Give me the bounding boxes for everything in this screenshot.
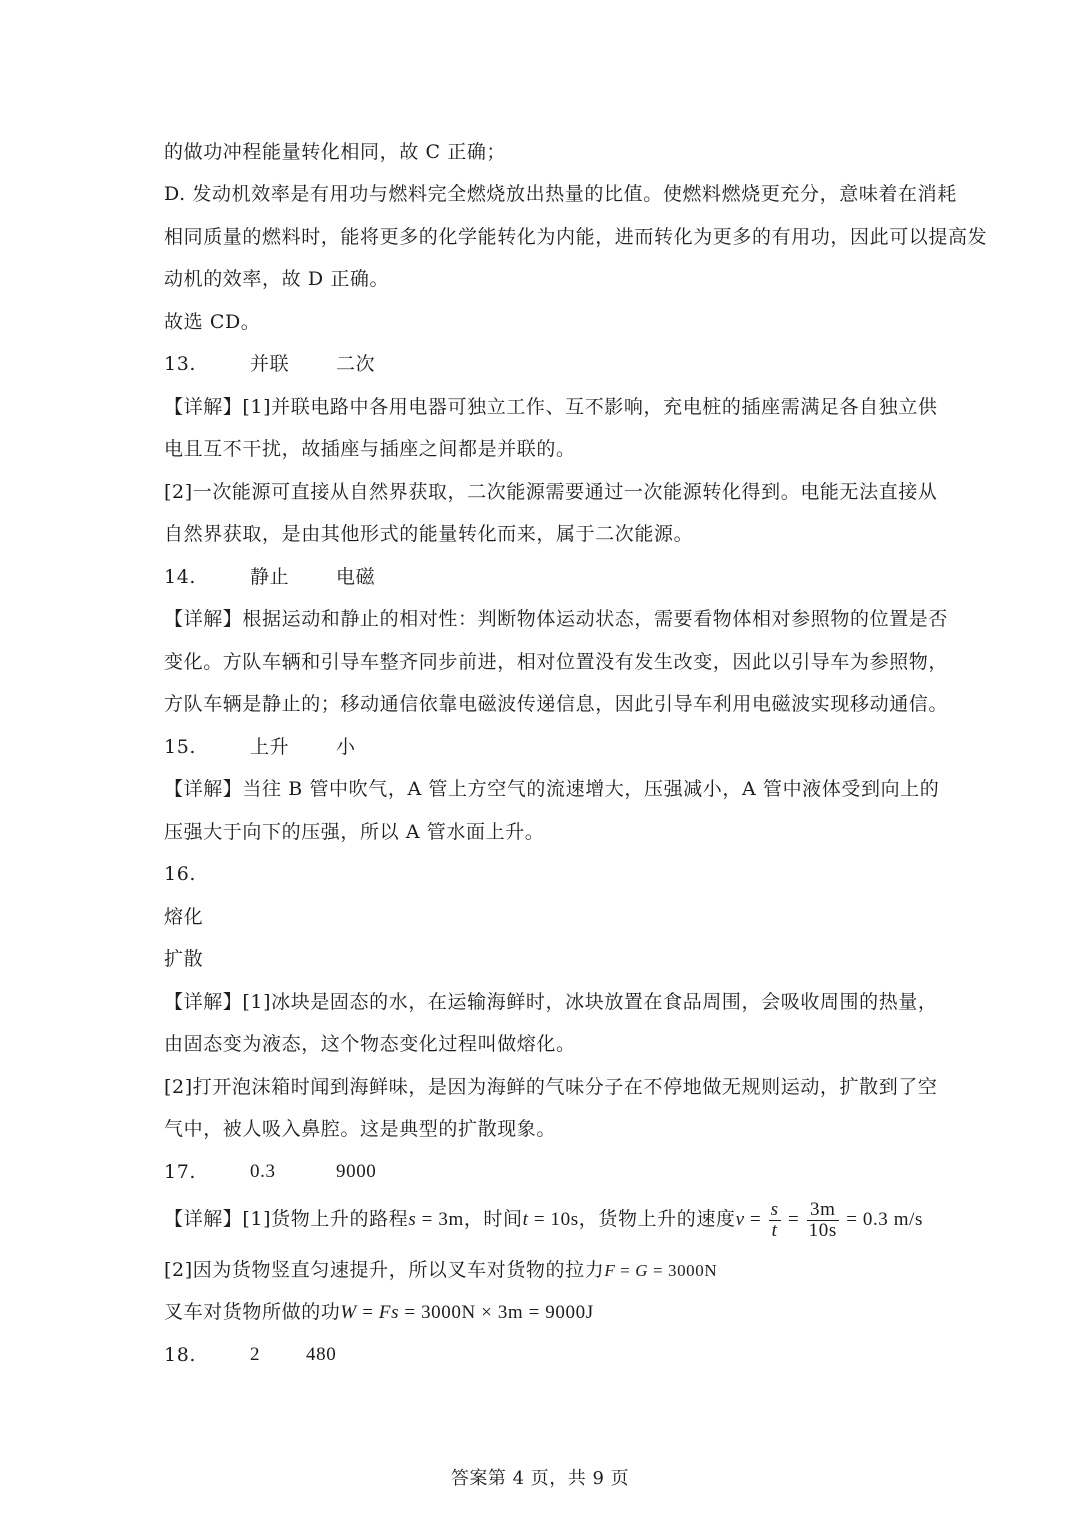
explanation-line: 【详解】当往 B 管中吹气，A 管上方空气的流速增大，压强减小，A 管中液体受到向上的 [164, 778, 940, 800]
time-value: = 10s [528, 1209, 579, 1230]
text-line: [2]打开泡沫箱时闻到海鲜味，是因为海鲜的气味分子在不停地做无规则运动，扩散到了空 [164, 1076, 938, 1098]
answer-blank-2: 扩散 [164, 948, 204, 970]
text-line: 相同质量的燃料时，能将更多的化学能转化为内能，进而转化为更多的有用功，因此可以提高发 [164, 226, 988, 248]
fraction-denominator: t [771, 1220, 778, 1242]
fraction-numerator: s [770, 1199, 779, 1221]
text-fragment: 叉车对货物所做的功 [164, 1301, 341, 1323]
question-number-16: 16. [164, 863, 197, 885]
text-line: [2]一次能源可直接从自然界获取，二次能源需要通过一次能源转化得到。电能无法直接从 [164, 481, 938, 503]
answer-blank-1: 静止 [250, 566, 290, 588]
answer-blank-1: 并联 [250, 353, 290, 375]
fraction-numerator: 3m [807, 1200, 839, 1221]
equals: = [782, 1209, 805, 1230]
q17-explanation-2 [164, 1257, 717, 1284]
answer-blank-2: 480 [306, 1344, 337, 1365]
equals: = [744, 1209, 767, 1230]
var-F: F [604, 1261, 616, 1280]
speed-result: = 0.3 m/s [840, 1209, 924, 1230]
text-line: 压强大于向下的压强，所以 A 管水面上升。 [164, 821, 545, 843]
equals: = [615, 1261, 636, 1280]
text-line: 自然界获取，是由其他形式的能量转化而来，属于二次能源。 [164, 523, 694, 545]
question-number: 14. [164, 566, 197, 588]
text-line: 方队车辆是静止的；移动通信依靠电磁波传递信息，因此引导车利用电磁波实现移动通信。 [164, 693, 949, 715]
var-Fs: Fs [378, 1302, 400, 1323]
text-line: 电且互不干扰，故插座与插座之间都是并联的。 [164, 438, 576, 460]
text-line: 变化。方队车辆和引导车整齐同步前进，相对位置没有发生改变，因此以引导车为参照物， [164, 651, 949, 673]
fraction-s-over-t [769, 1200, 781, 1241]
question-number: 15. [164, 736, 197, 758]
q17-explanation-1 [164, 1198, 923, 1241]
text-fragment: ，货物上升的速度 [578, 1208, 736, 1230]
answer-blank-2: 9000 [336, 1161, 377, 1182]
equals: = [356, 1302, 379, 1323]
question-number: 13. [164, 353, 197, 375]
text-line: 气中，被人吸入鼻腔。这是典型的扩散现象。 [164, 1118, 557, 1140]
page-footer: 答案第 4 页，共 9 页 [450, 1468, 630, 1489]
fraction-denominator: 10s [808, 1220, 837, 1242]
question-number: 17. [164, 1161, 197, 1183]
var-G: G [635, 1261, 649, 1280]
answer-blank-1: 2 [250, 1344, 261, 1365]
var-s: s [408, 1209, 417, 1230]
distance-value: = 3m [416, 1209, 464, 1230]
option-d-text: D. 发动机效率是有用功与燃料完全燃烧放出热量的比值。使燃料燃烧更充分，意味着在消耗 [164, 183, 957, 205]
work-value: = 3000N × 3m = 9000J [399, 1302, 594, 1323]
answer-blank-1: 熔化 [164, 906, 204, 928]
force-value: = 3000N [648, 1261, 718, 1280]
explanation-line: 【详解】根据运动和静止的相对性：判断物体运动状态，需要看物体相对参照物的位置是否 [164, 608, 949, 630]
text-line: 的做功冲程能量转化相同，故 C 正确； [164, 141, 507, 163]
answer-blank-1: 上升 [250, 736, 290, 758]
var-v: v [735, 1209, 745, 1230]
work-formula [340, 1302, 593, 1323]
text-line: 由固态变为液态，这个物态变化过程叫做熔化。 [164, 1033, 576, 1055]
answer-blank-2: 二次 [336, 353, 376, 375]
fraction-3m-over-10s [807, 1200, 839, 1241]
choice-conclusion: 故选 CD。 [164, 311, 261, 333]
force-formula [604, 1261, 717, 1280]
var-t: t [522, 1209, 529, 1230]
answer-blank-1: 0.3 [250, 1161, 276, 1182]
answer-blank-2: 小 [336, 736, 356, 758]
question-number: 18. [164, 1344, 197, 1366]
text-fragment: [2]因为货物竖直匀速提升，所以叉车对货物的拉力 [164, 1259, 605, 1281]
explanation-line: 【详解】[1]并联电路中各用电器可独立工作、互不影响，充电桩的插座需满足各自独立供 [164, 396, 938, 418]
answer-blank-2: 电磁 [336, 566, 376, 588]
distance-expr [408, 1209, 464, 1230]
time-expr [523, 1209, 579, 1230]
var-W: W [340, 1302, 357, 1323]
text-fragment: ，时间 [463, 1208, 523, 1230]
text-line: 动机的效率，故 D 正确。 [164, 268, 390, 290]
explanation-line: 【详解】[1]冰块是固态的水，在运输海鲜时，冰块放置在食品周围，会吸收周围的热量， [164, 991, 938, 1013]
q17-explanation-3 [164, 1299, 594, 1326]
speed-formula [735, 1199, 924, 1242]
explanation-label: 【详解】[1]货物上升的路程 [164, 1208, 409, 1230]
